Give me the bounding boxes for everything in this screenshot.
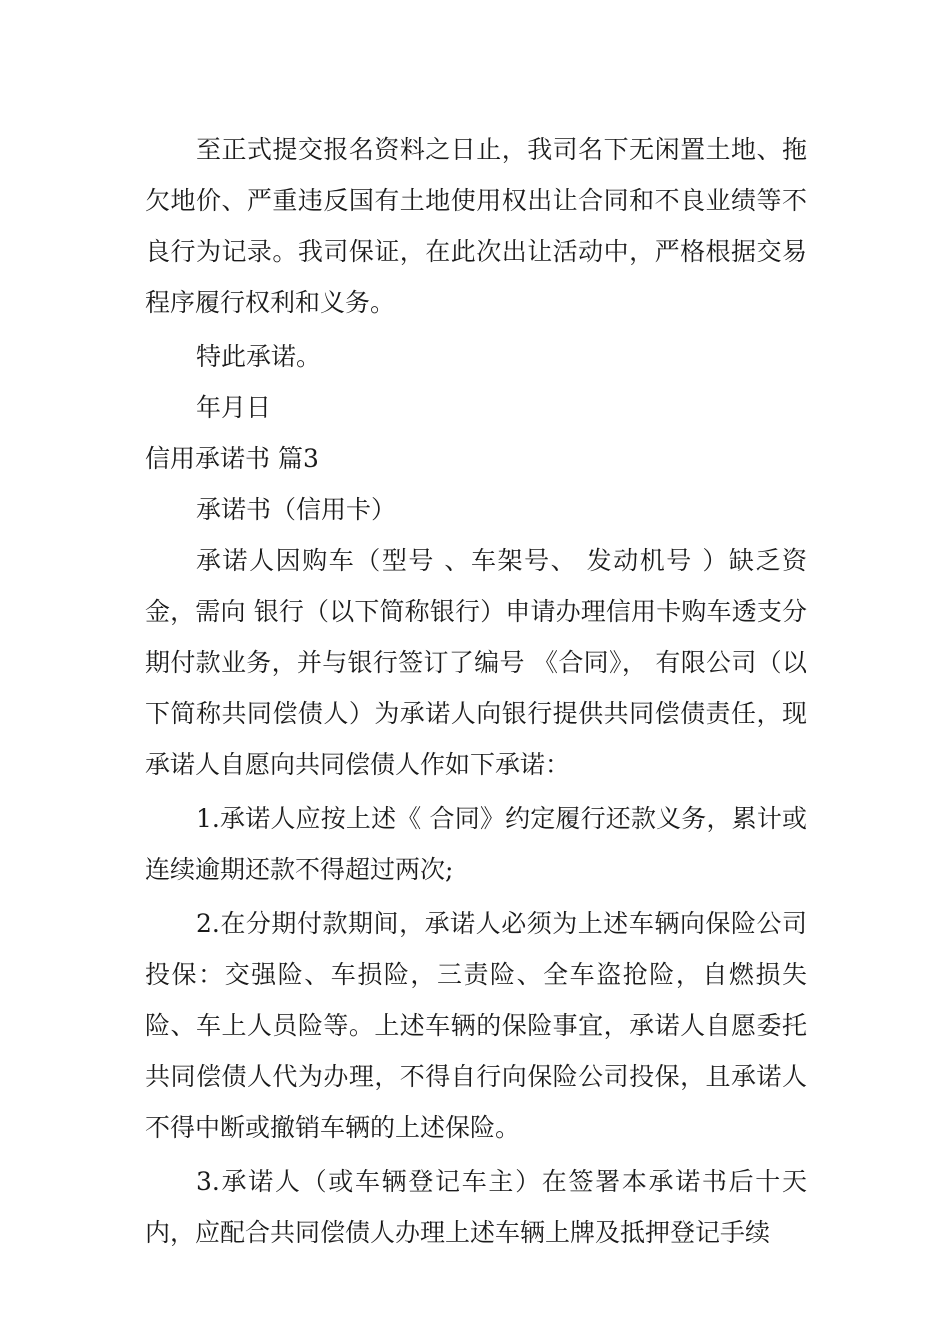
paragraph-item-3: 3.承诺人（或车辆登记车主）在签署本承诺书后十天内，应配合共同偿债人办理上述车辆上牌及抵押登记手续	[145, 1167, 807, 1247]
document-body	[145, 124, 807, 1258]
section-heading: 信用承诺书 篇3	[145, 444, 319, 473]
paragraph-date: 年月日	[196, 393, 272, 422]
paragraph-item-1: 1.承诺人应按上述《 合同》约定履行还款义务，累计或连续逾期还款不得超过两次;	[145, 804, 807, 884]
paragraph-land-record: 至正式提交报名资料之日止，我司名下无闲置土地、拖欠地价、严重违反国有土地使用权出让合同和不良业绩等不良行为记录。我司保证，在此次出让活动中，严格根据交易程序履行权利和义务。	[145, 135, 807, 317]
paragraph-intro: 承诺人因购车（型号 、车架号、 发动机号 ）缺乏资金，需向 银行（以下简称银行）申请办理信用卡购车透支分期付款业务，并与银行签订了编号 《合同》， 有限公司（以下简称共同偿债人）为承诺人向银行提供共同偿债责任，现承诺人自愿向共同偿债人作如下承诺：	[145, 546, 807, 779]
paragraph-item-2: 2.在分期付款期间，承诺人必须为上述车辆向保险公司投保：交强险、车损险，三责险、全车盗抢险，自燃损失险、车上人员险等。上述车辆的保险事宜，承诺人自愿委托共同偿债人代为办理，不得自行向保险公司投保，且承诺人不得中断或撤销车辆的上述保险。	[145, 909, 807, 1142]
paragraph-hereby: 特此承诺。	[196, 342, 322, 371]
paragraph-subtitle: 承诺书（信用卡）	[196, 495, 397, 524]
